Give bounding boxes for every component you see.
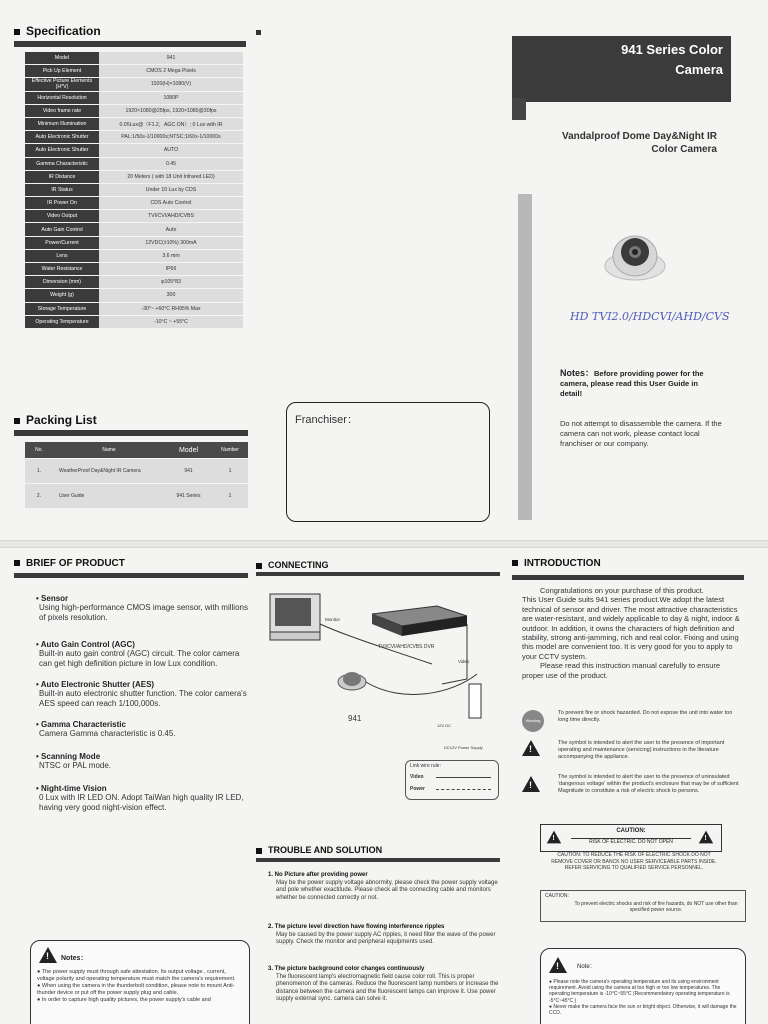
table-row (25, 263, 243, 276)
spec-key: Video Output (25, 210, 99, 223)
table-row (25, 170, 243, 183)
packing-table (25, 442, 248, 508)
packing-cell: 1 (212, 459, 248, 484)
trouble-item-1: 1. No Picture after providing power May be the power supply voltage abnormity, please check the power supply voltage and pole whether exactitude. Please check all the connecting cable and monitors whether be connected correctly or not. (268, 872, 498, 901)
table-row (25, 117, 243, 130)
caution2-label: CAUTION: (545, 893, 569, 899)
spec-value: 0.05Lux@（F1.2，AGC ON）; 0 Lux with IR (99, 117, 243, 130)
spec-value: 1920×1080@25fps, 1920×1080@30fps (99, 104, 243, 117)
packing-title: Packing List (14, 413, 97, 427)
connecting-title: CONNECTING (256, 560, 329, 570)
intro-p3: Please read this instruction manual carefully to ensure proper use of the product. (522, 661, 721, 680)
brief-title: BRIEF OF PRODUCT (14, 558, 125, 569)
spec-value: Auto (99, 223, 243, 236)
diagram-label-model: 941 (348, 714, 362, 723)
table-row (25, 210, 243, 223)
cover-subtitle-line2: Color Camera (651, 144, 717, 155)
caution-left-icon (547, 831, 561, 844)
spec-value: TVI/CVI/AHD/CVBS (99, 210, 243, 223)
packing-cell: 941 Series (165, 484, 212, 509)
caution2-box (540, 890, 746, 922)
packing-header-model: Model (165, 442, 212, 459)
table-row (25, 197, 243, 210)
spec-value: PAL:1/50s-1/10000s;NTSC:1/60s-1/10000s (99, 131, 243, 144)
spec-key: Horizontal Resolution (25, 91, 99, 104)
table-row (25, 91, 243, 104)
spec-key: Water Resistance (25, 263, 99, 276)
diagram-label-monitor: Monitor (325, 617, 341, 622)
packing-cell: WeatherProof Day&Night IR Camera (53, 459, 165, 484)
brief-notes-title: Notes： (61, 955, 88, 962)
bottom-sheet (0, 548, 768, 1024)
spec-title: Specification (14, 24, 101, 38)
trouble-bar (256, 858, 500, 862)
brief-note-item: ● In order to capture high quality pictures, the power supply's cable and (37, 997, 211, 1003)
spec-key: IR Power On (25, 197, 99, 210)
spec-value: CDS Auto Control (99, 197, 243, 210)
cover-side-bar-top (512, 98, 526, 120)
packing-cell: 941 (165, 459, 212, 484)
fold-marker (256, 30, 261, 35)
cover-notes-label: Notes： (560, 368, 595, 378)
cover-heading (512, 36, 731, 102)
intro-note-box (540, 948, 746, 1024)
warning-badge-icon (522, 710, 544, 732)
cover-side-bar (518, 194, 532, 520)
trouble-item-3: 3. The picture background color changes continuously The fluorescent lamp's electromagnetic field cause color roll. This is proper phenomenon of the cameras. Reduce the fluorescent lamp numbers or increase the distance between the camera and the fluorescent lamps can improve it. Use power supply external sync. camera can solve it. (268, 966, 499, 1002)
table-row (25, 183, 243, 196)
diagram-label-video: Video (458, 659, 470, 664)
warning-badge-text: Warning (525, 718, 541, 723)
table-row (25, 104, 243, 117)
legend-video-line (436, 777, 491, 778)
legend-title: Link wire rule： (410, 763, 445, 769)
table-row (25, 276, 243, 289)
spec-bar (14, 41, 246, 47)
table-row (25, 484, 248, 509)
table-row (25, 52, 243, 65)
intro-bar (512, 575, 744, 580)
cover-heading-line1: 941 Series Color (621, 42, 723, 57)
spec-value: AUTO (99, 144, 243, 157)
caution2-text: To prevent electric shocks and risk of fire hazards, do NOT use other than specified power source. (574, 901, 738, 913)
packing-header-no: No. (25, 442, 53, 459)
spec-value: 3.6 mm (99, 249, 243, 262)
cover-heading-line2: Camera (675, 62, 723, 77)
spec-key: Gamma Characteristic (25, 157, 99, 170)
packing-header-name: Name (53, 442, 165, 459)
diagram-label-dvr: TVI/CVI/AHD/CVBS DVR (378, 644, 435, 650)
camera-dome-image (600, 226, 670, 286)
spec-key: Auto Electronic Shutter (25, 131, 99, 144)
cover-subtitle-line1: Vandalproof Dome Day&Night IR (561, 131, 717, 142)
intro-note-title: Note： (577, 964, 596, 970)
spec-table (25, 52, 243, 329)
spec-key: Power/Current (25, 236, 99, 249)
note-triangle-icon (549, 957, 567, 973)
brief-notes-list (37, 969, 243, 1004)
brief-notes-box (30, 940, 250, 1024)
spec-key: Minimum Illumination (25, 117, 99, 130)
intro-note-item: ● Please note the camera's operating temperature and its using environment requirement. Avoid using the camera at too high or too low temperatures. The operating temperature is -10°C~55°C (Recommendatory operating temperature is -5°C~45°C ) (549, 979, 730, 1004)
spec-value: 0.45 (99, 157, 243, 170)
trouble-title: TROUBLE AND SOLUTION (256, 845, 382, 855)
spec-value: -10°C ~ +55°C (99, 315, 243, 328)
cover-warning: Do not attempt to disassemble the camera. If the camera can not work, please contact local franchiser or our company. (560, 419, 722, 448)
spec-value: CMOS 2 Mega Pixels (99, 65, 243, 78)
table-row (25, 144, 243, 157)
brief-bar (14, 573, 248, 578)
spec-value: φ105*83 (99, 276, 243, 289)
connecting-bar (256, 572, 500, 576)
spec-key: IR Status (25, 183, 99, 196)
diagram-label-psu: DC12V Power Supply (444, 745, 483, 750)
brief-item-night: • Night-time Vision 0 Lux with IR LED ON. Adopt TaiWan high quality IR LED, having very good night-vision effect. (36, 784, 251, 812)
table-row (25, 65, 243, 78)
spec-value: 12VDC(±10%) 300mA (99, 236, 243, 249)
table-row (25, 223, 243, 236)
intro-p2: This User Guide suits 941 series product.We adopt the latest technical of sensor and driver. The most attractive characteristics are water-resistant, and widely applicable to day & night, indoor & outdoor. In addition, it owns the characters of high definition and stability, strong anti-jamming, rich and real color. Fixing and using this model are convenient too. It is very good for you to apply to your CCTV system. (522, 595, 740, 661)
intro-text (522, 586, 742, 680)
spec-value: Under 10 Lux by CDS (99, 183, 243, 196)
spec-value: -30°~ +60°C RH95% Max (99, 302, 243, 315)
spec-key: Model (25, 52, 99, 65)
spec-key: Video frame rate (25, 104, 99, 117)
intro-note-item: ● Never make the camera face the sun or bright object. Otherwise, it will damage the CCD. (549, 1003, 737, 1017)
brief-item-scanning: • Scanning Mode NTSC or PAL mode. (36, 752, 251, 771)
brief-note-item: ● When using the camera in the thunderbolt condition, please note to mount Anti-thunder device or put off the power supply plug and cable. (37, 983, 235, 996)
brief-item-agc: • Auto Gain Control (AGC) Built-in auto gain control (AGC) circuit. The color camera can get high definition picture in low Lux condition. (36, 640, 251, 668)
intro-title: INTRODUCTION (512, 558, 601, 569)
intro-warning-2: The symbol is intended to alert the user to the presence of important operating and maintenance (servicing) instructions in the literature accompanying the appliance. (558, 740, 725, 760)
franchiser-label: Franchiser： (295, 414, 358, 426)
intro-p1: Congratulations on your purchase of this product. (540, 586, 704, 595)
caution-text: CAUTION: TO REDUCE THE RISK OF ELECTRIC SHOCK DO NOT REMOVE COVER OR BANCK NO USER SERVICEABLE PARTS INSIDE. REFER SERVICING TO QUALIFIED SERVICE PERSONNEL. (551, 852, 717, 871)
legend-power-line (436, 789, 491, 790)
caution-box (540, 824, 722, 852)
table-row (25, 131, 243, 144)
brief-note-item: ● The power supply must through safe attestation. Its output voltage , current， voltage polarity and operating temperature must match the camera's requirement. (37, 969, 236, 982)
table-row (25, 78, 243, 91)
handwritten-note: HD TVI2.0/HDCVI/AHD/CVS (570, 310, 730, 323)
spec-key: Weight (g) (25, 289, 99, 302)
spec-key: IR Distance (25, 170, 99, 183)
spec-value: 1920(H)×1080(V) (99, 78, 243, 91)
brief-item-sensor: • Sensor Using high-performance CMOS image sensor, with millions of pixels resolution. (36, 594, 251, 622)
spec-key: Lens (25, 249, 99, 262)
spec-value: 20 Meters ( with 18 Unit Infrared LED) (99, 170, 243, 183)
lightning-triangle-icon (522, 776, 540, 792)
legend-power: Power (410, 786, 426, 792)
legend-video: Video (410, 774, 424, 780)
attention-triangle-icon (522, 740, 540, 756)
spec-key: Auto Gain Control (25, 223, 99, 236)
warning-triangle-icon (39, 947, 57, 963)
table-row (25, 315, 243, 328)
cover-subtitle (520, 130, 717, 156)
packing-cell: 1 (212, 484, 248, 509)
franchiser-box (286, 402, 490, 522)
intro-warning-3: The symbol is intended to alert the user to the presence of uninsulated 'dangerous voltage' within the product's enclosure that may be of sufficient Magnitude to constitute a risk of electric shock to persons. (558, 774, 739, 794)
spec-key: Pick Up Element (25, 65, 99, 78)
brief-item-aes: • Auto Electronic Shutter (AES) Built-in auto electronic shutter function. The color camera's AES speed can reach 1/100,000s. (36, 680, 251, 708)
table-row (25, 459, 248, 484)
spec-key: Operating Temperature (25, 315, 99, 328)
intro-note-list (549, 979, 739, 1016)
cover-notes-text: Before providing power for the camera, please read this User Guide in detail! (560, 369, 704, 398)
caution-right-icon (699, 831, 713, 844)
spec-value: 941 (99, 52, 243, 65)
spec-key: Effective Picture Elements (H*V) (25, 78, 99, 91)
spec-key: Auto Electronic Shutter (25, 144, 99, 157)
caution-sub: RISK OF ELECTRIC. DO NOT OPEN (571, 838, 691, 845)
packing-cell: 2. (25, 484, 53, 509)
packing-header-number: Number (212, 442, 248, 459)
intro-warning-1: To prevent fire or shock hazarded. Do not expose the unit into water too long time directly. (558, 710, 733, 723)
table-row (25, 289, 243, 302)
link-wire-legend (405, 760, 499, 800)
cover-notes (560, 368, 720, 399)
caution-title: CAUTION: (616, 828, 646, 834)
spec-value: 300 (99, 289, 243, 302)
packing-bar (14, 430, 248, 436)
spec-key: Dimension (mm) (25, 276, 99, 289)
table-row (25, 157, 243, 170)
brief-item-gamma: • Gamma Characteristic Camera Gamma characteristic is 0.45. (36, 720, 251, 739)
packing-cell: User Guide (53, 484, 165, 509)
table-row (25, 249, 243, 262)
table-row (25, 302, 243, 315)
table-row (25, 236, 243, 249)
spec-key: Storage Temperature (25, 302, 99, 315)
diagram-label-volt: 12V DC (437, 723, 452, 728)
trouble-item-2: 2. The picture level direction have flowing interference ripples May be caused by the power supply AC ripples, it need filter the wave of the power supply. Check the monitor and peripheral equipments used. (268, 924, 496, 945)
packing-cell: 1. (25, 459, 53, 484)
spec-value: IP66 (99, 263, 243, 276)
spec-value: 1080P (99, 91, 243, 104)
